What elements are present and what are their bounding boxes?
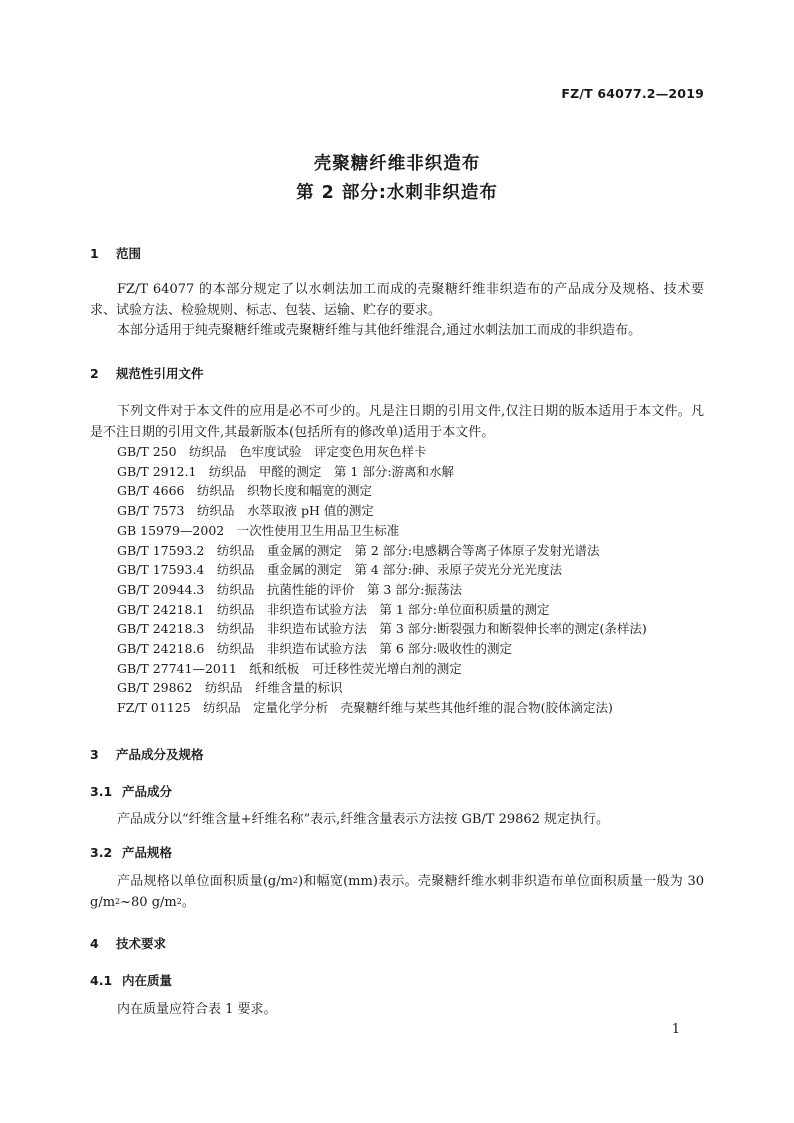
- section-3-2-heading: [90, 843, 172, 861]
- paragraph: 产品成分以“纤维含量+纤维名称”表示,纤维含量表示方法按 GB/T 29862 规定执行。: [117, 812, 610, 827]
- page-number: 1: [671, 1022, 680, 1037]
- section-2-heading: [90, 364, 204, 382]
- reference-list: [117, 442, 647, 718]
- reference-item: GB/T 17593.4 纺织品 重金属的测定 第 4 部分:砷、汞原子荧光分光光度法: [117, 562, 562, 578]
- reference-item: GB/T 2912.1 纺织品 甲醛的测定 第 1 部分:游离和水解: [117, 463, 455, 479]
- reference-item: GB/T 24218.1 纺织品 非织造布试验方法 第 1 部分:单位面积质量的测定: [117, 601, 550, 617]
- section-3-1-body: [90, 810, 704, 831]
- reference-item: GB/T 29862 纺织品 纤维含量的标识: [117, 680, 343, 696]
- paragraph: 内在质量应符合表 1 要求。: [117, 1002, 277, 1017]
- section-title: 产品成分及规格: [116, 747, 204, 762]
- paragraph: 下列文件对于本文件的应用是必不可少的。凡是注日期的引用文件,仅注日期的版本适用于本文件。凡是不注日期的引用文件,其最新版本(包括所有的修改单)适用于本文件。: [90, 404, 704, 440]
- reference-item: GB/T 20944.3 纺织品 抗菌性能的评价 第 3 部分:振荡法: [117, 581, 462, 597]
- section-3-2-body: [90, 872, 704, 913]
- section-4-1-body: [90, 1000, 704, 1021]
- reference-item: GB/T 27741—2011 纸和纸板 可迁移性荧光增白剂的测定: [117, 660, 462, 676]
- document-title: 壳聚糖纤维非织造布: [313, 154, 481, 174]
- section-number: 3.2: [90, 845, 113, 860]
- reference-item: GB/T 24218.3 纺织品 非织造布试验方法 第 3 部分:断裂强力和断裂伸长率的测定(条样法): [117, 621, 647, 637]
- section-number: 4.1: [90, 973, 113, 988]
- section-number: 3: [90, 747, 99, 762]
- section-title: 内在质量: [122, 973, 173, 988]
- section-number: 2: [90, 366, 99, 381]
- standard-code: FZ/T 64077.2—2019: [561, 86, 704, 101]
- section-title: 规范性引用文件: [116, 366, 204, 381]
- section-title: 技术要求: [116, 936, 167, 951]
- document-subtitle: 第 2 部分:水刺非织造布: [296, 183, 498, 203]
- paragraph: 本部分适用于纯壳聚糖纤维或壳聚糖纤维与其他纤维混合,通过水刺法加工而成的非织造布。: [117, 323, 642, 338]
- paragraph: 产品规格以单位面积质量$(g/m^2)$和幅宽(mm)表示。壳聚糖纤维水刺非织造布单位面积质量一般为 30 $g/m^2\sim 80$ $g/m^2$。: [90, 874, 704, 910]
- section-title: 范围: [116, 246, 142, 261]
- reference-item: GB/T 4666 纺织品 织物长度和幅宽的测定: [117, 483, 373, 499]
- reference-item: FZ/T 01125 纺织品 定量化学分析 壳聚糖纤维与某些其他纤维的混合物(胶体滴定法): [117, 700, 613, 716]
- section-number: 4: [90, 936, 99, 951]
- section-3-heading: [90, 745, 204, 763]
- reference-item: GB/T 17593.2 纺织品 重金属的测定 第 2 部分:电感耦合等离子体原子发射光谱法: [117, 542, 600, 558]
- reference-item: GB/T 7573 纺织品 水萃取液 pH 值的测定: [117, 503, 374, 519]
- section-title: 产品规格: [122, 845, 173, 860]
- section-2-intro: [90, 402, 704, 443]
- section-1-body: [90, 280, 704, 342]
- section-4-heading: [90, 934, 166, 952]
- reference-item: GB 15979—2002 一次性使用卫生用品卫生标准: [117, 522, 400, 538]
- section-1-heading: [90, 244, 141, 262]
- reference-item: GB/T 250 纺织品 色牢度试验 评定变色用灰色样卡: [117, 444, 427, 459]
- section-3-1-heading: [90, 782, 172, 800]
- section-number: 1: [90, 246, 99, 261]
- section-number: 3.1: [90, 784, 113, 799]
- reference-item: GB/T 24218.6 纺织品 非织造布试验方法 第 6 部分:吸收性的测定: [117, 641, 512, 657]
- paragraph: FZ/T 64077 的本部分规定了以水刺法加工而成的壳聚糖纤维非织造布的产品成分及规格、技术要求、试验方法、检验规则、标志、包装、运输、贮存的要求。: [90, 282, 704, 318]
- section-title: 产品成分: [122, 784, 173, 799]
- section-4-1-heading: [90, 971, 172, 989]
